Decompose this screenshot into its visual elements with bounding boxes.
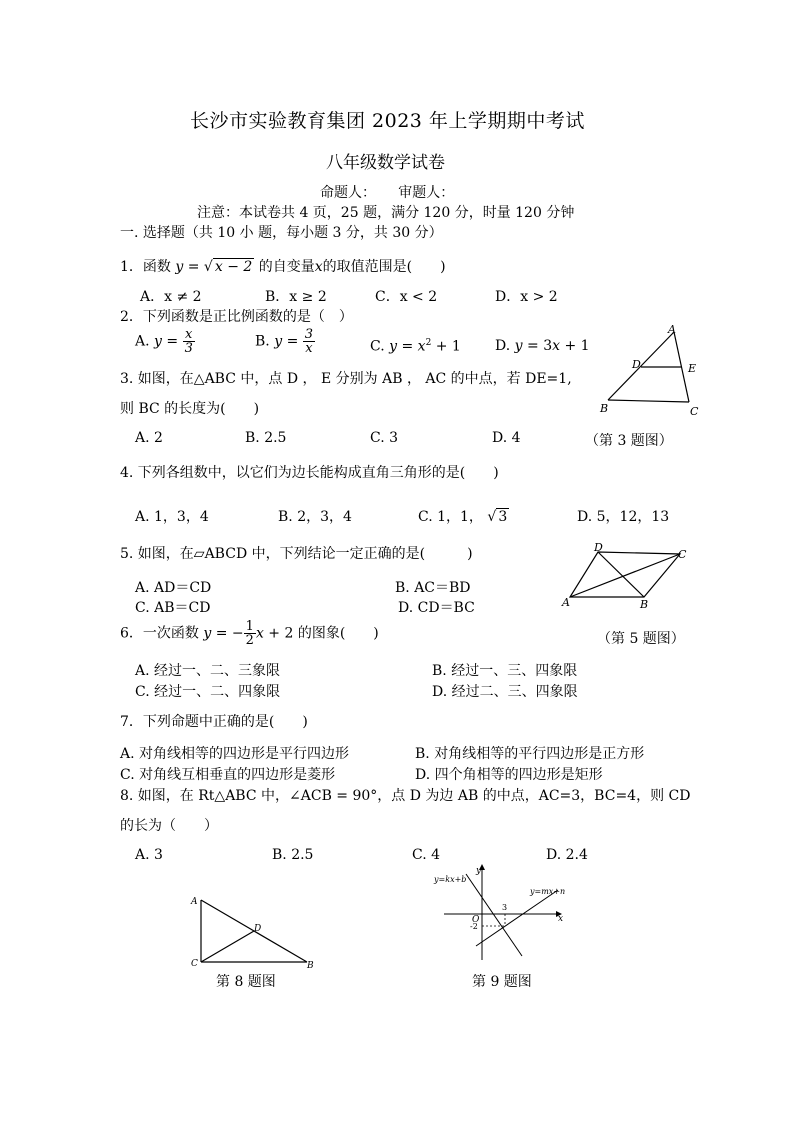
authors-line: 命题人： 审题人： [320,185,455,201]
question-3-figure [596,320,706,420]
q5-label-d: D [594,541,603,554]
q3-label-e: E [688,362,697,375]
section-heading: 一. 选择题（共 10 小 题，每小题 3 分，共 30 分） [120,225,443,241]
question-5-figure [558,540,698,615]
q5-option-d: D. CD＝BC [398,600,475,616]
q7-option-c: C. 对角线互相垂直的四边形是菱形 [120,767,336,783]
q1-option-c: C．x < 2 [375,289,438,305]
q8-label-a: A [191,897,198,907]
q9-label-x: x [558,914,564,924]
q9-label-o: O [472,915,480,925]
page-title: 长沙市实验教育集团 2023 年上学期期中考试 [190,110,585,132]
q7-option-a: A. 对角线相等的四边形是平行四边形 [120,746,350,762]
q7-option-b: B. 对角线相等的平行四边形是正方形 [415,746,645,762]
q5-label-c: C [678,548,687,561]
q5-caption: （第 5 题图） [597,631,685,647]
q5-option-b: B. AC＝BD [395,580,471,596]
question-8-stem-b: 的长为（ ） [120,818,218,834]
q4-option-d: D. 5，12，13 [577,509,670,525]
q8-caption: 第 8 题图 [216,974,276,990]
q9-label-3: 3 [502,903,508,912]
question-5-stem: 5. 如图，在▱ABCD 中，下列结论一定正确的是( ) [120,546,473,562]
q1-option-d: D．x > 2 [495,289,558,305]
q3-option-c: C. 3 [370,430,399,446]
q5-option-a: A. AD＝CD [135,580,212,596]
q5-option-c: C. AB＝CD [135,600,211,616]
q8-label-c: C [191,959,198,969]
q4-option-a: A. 1，3，4 [135,509,209,525]
question-6-stem: 6．一次函数 y = − $\frac{1}{2}$ x + 2 的图象( ) [120,619,379,648]
question-2-stem: 2．下列函数是正比例函数的是（ ） [120,309,353,325]
question-8-stem-a: 8. 如图，在 Rt△ABC 中，∠ACB = 90°，点 D 为边 AB 的中点，AC=3，BC=4，则 CD [120,788,691,804]
q8-label-d: D [254,924,262,934]
q1-formula: y = √ x − 2 [175,259,253,275]
question-1-stem: 1．函数 y = √ x − 2 的自变量x的取值范围是( ) [120,259,446,275]
q3-option-b: B. 2.5 [245,430,287,446]
q5-label-b: B [640,598,649,611]
q4-option-b: B. 2，3，4 [278,509,352,525]
q8-option-c: C. 4 [412,847,441,863]
q3-option-a: A. 2 [135,430,163,446]
q6-option-b: B. 经过一、三、四象限 [432,663,578,679]
question-9-figure [430,860,570,970]
q3-caption: （第 3 题图） [585,433,673,449]
q2-option-a: A. y = $\frac{x}{3}$ [135,327,193,356]
q8-option-d: D. 2.4 [546,847,588,863]
q8-option-a: A. 3 [135,847,163,863]
q6-option-a: A. 经过一、二、三象限 [135,663,281,679]
q6-option-d: D. 经过二、三、四象限 [432,684,578,700]
page-subtitle: 八年级数学试卷 [326,153,445,173]
q3-label-d: D [632,358,641,371]
q3-label-c: C [690,405,699,418]
q1-option-a: A．x ≠ 2 [140,289,202,305]
q3-label-b: B [600,402,609,415]
q3-option-d: D. 4 [492,430,521,446]
q9-label-line1: y=kx+b [434,875,467,884]
q4-option-c: C. 1，1， √ 3 [418,509,508,525]
question-3-stem-b: 则 BC 的长度为( ) [120,401,260,417]
q2-option-b: B. y = $\frac{3}{x}$ [255,327,314,356]
q7-option-d: D. 四个角相等的四边形是矩形 [415,767,603,783]
q8-label-b: B [307,961,314,970]
notice-line: 注意：本试卷共 4 页，25 题，满分 120 分，时量 120 分钟 [197,205,575,221]
q9-caption: 第 9 题图 [472,974,532,990]
q2-option-c: C. $y = x^2 + 1$ [370,338,461,355]
q8-option-b: B. 2.5 [272,847,314,863]
q9-label-neg2: -2 [470,922,478,931]
question-8-figure [185,890,320,970]
q9-label-line2: y=mx+n [530,887,566,896]
q3-label-a: A [668,323,676,336]
question-7-stem: 7．下列命题中正确的是( ) [120,714,308,730]
q5-label-a: A [562,596,570,609]
question-3-stem-a: 3. 如图，在△ABC 中，点 D ， E 分别为 AB ， AC 的中点，若 DE=1, [120,371,572,387]
q9-label-y: y [476,866,482,876]
q2-option-d: D. y = 3x + 1 [495,338,590,354]
question-4-stem: 4. 下列各组数中，以它们为边长能构成直角三角形的是( ) [120,465,499,481]
q6-option-c: C. 经过一、二、四象限 [135,684,281,700]
q1-option-b: B．x ≥ 2 [265,289,327,305]
